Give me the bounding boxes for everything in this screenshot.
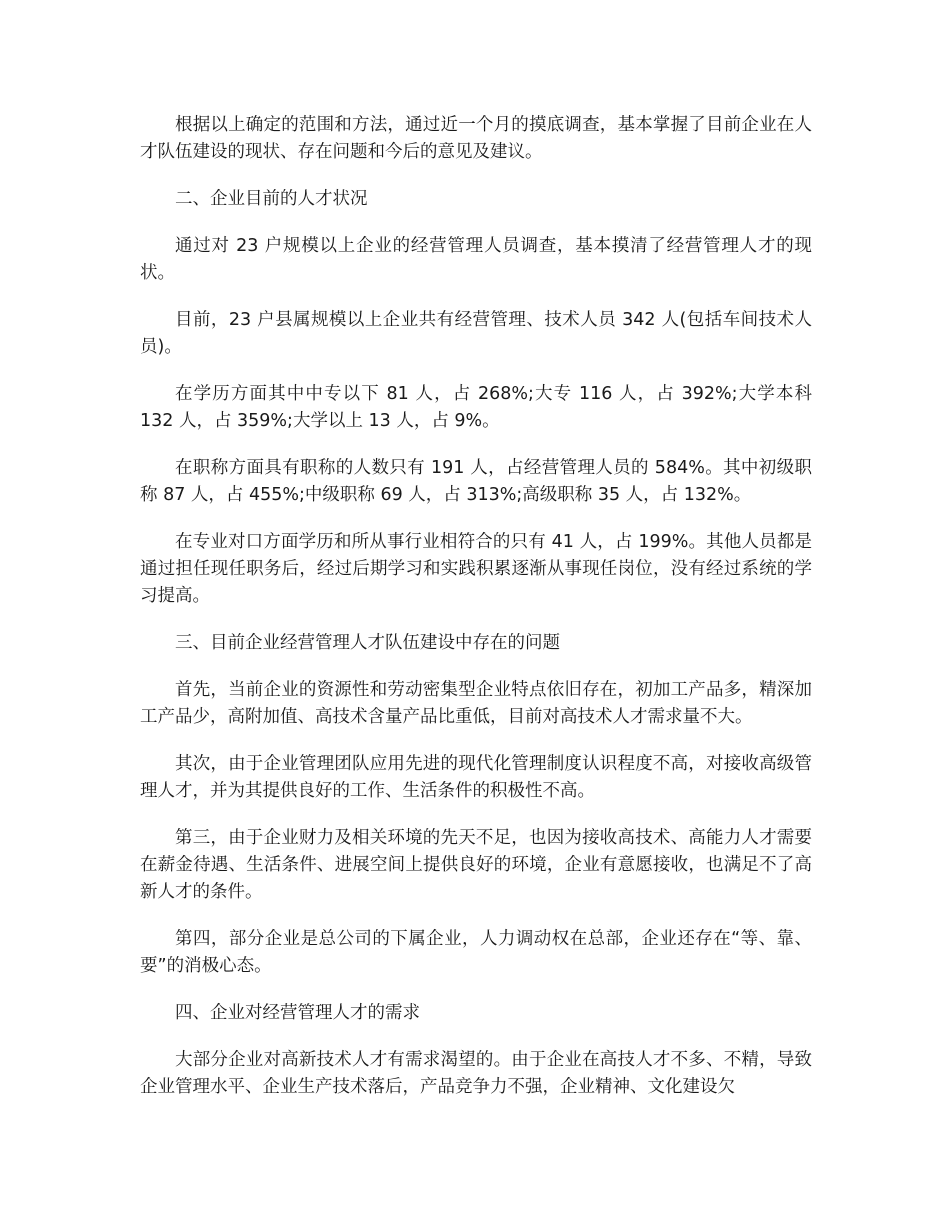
- paragraph-titles: 在职称方面具有职称的人数只有 191 人，占经营管理人员的 584%。其中初级职称 87 人，占 455%;中级职称 69 人，占 313%;高级职称 35 人，占 132%。: [140, 458, 812, 505]
- paragraph-survey-intro: 根据以上确定的范围和方法，通过近一个月的摸底调查，基本掌握了目前企业在人才队伍建设的现状、存在问题和今后的意见及建议。: [140, 115, 812, 162]
- section-heading-problems: 三、目前企业经营管理人才队伍建设中存在的问题: [175, 633, 560, 653]
- paragraph-survey-scope: 通过对 23 户规模以上企业的经营管理人员调查，基本摸清了经营管理人才的现状。: [140, 236, 812, 283]
- paragraph-problem-third: 第三，由于企业财力及相关环境的先天不足，也因为接收高技术、高能力人才需要在薪金待遇、生活条件、进展空间上提供良好的环境，企业有意愿接收，也满足不了高新人才的条件。: [140, 828, 812, 902]
- paragraph-specialty-match: 在专业对口方面学历和所从事行业相符合的只有 41 人，占 199%。其他人员都是通过担任现任职务后，经过后期学习和实践积累逐渐从事现任岗位，没有经过系统的学习提高。: [140, 532, 812, 606]
- section-heading-demand: 四、企业对经营管理人才的需求: [175, 1003, 420, 1023]
- paragraph-demand: 大部分企业对高新技术人才有需求渴望的。由于企业在高技人才不多、不精，导致企业管理水平、企业生产技术落后，产品竞争力不强，企业精神、文化建设欠: [140, 1050, 812, 1097]
- section-heading-talent-status: 二、企业目前的人才状况: [175, 189, 368, 209]
- paragraph-education: 在学历方面其中中专以下 81 人，占 268%;大专 116 人，占 392%;大学本科 132 人，占 359%;大学以上 13 人，占 9%。: [140, 384, 812, 431]
- paragraph-problem-fourth: 第四，部分企业是总公司的下属企业，人力调动权在总部，企业还存在“等、靠、要”的消极心态。: [140, 929, 812, 976]
- document-body: [140, 112, 812, 1121]
- paragraph-total-staff: 目前，23 户县属规模以上企业共有经营管理、技术人员 342 人(包括车间技术人员)。: [140, 310, 812, 357]
- paragraph-problem-first: 首先，当前企业的资源性和劳动密集型企业特点依旧存在，初加工产品多，精深加工产品少，高附加值、高技术含量产品比重低，目前对高技术人才需求量不大。: [140, 680, 812, 727]
- paragraph-problem-second: 其次，由于企业管理团队应用先进的现代化管理制度认识程度不高，对接收高级管理人才，并为其提供良好的工作、生活条件的积极性不高。: [140, 754, 812, 801]
